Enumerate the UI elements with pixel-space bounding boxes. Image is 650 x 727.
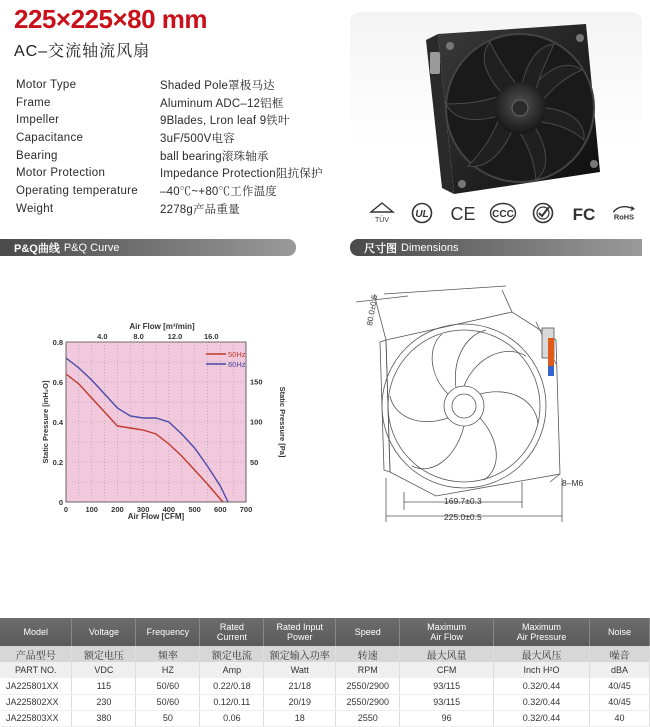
spec-label: Impeller [16, 114, 60, 127]
table-cell: 噪音 [590, 646, 650, 662]
table-header-cell: Rated Current [200, 618, 264, 646]
x-tick-label: 700 [239, 505, 253, 514]
right-axis-label: Static Pressure [Pa] [278, 386, 287, 458]
product-subtitle: AC–交流轴流风扇 [14, 43, 151, 60]
cert-text: RoHS [613, 212, 635, 222]
table-cell: 最大风量 [400, 646, 494, 662]
spec-value: –40℃~+80℃工作温度 [160, 185, 278, 198]
table-cell: RPM [336, 662, 400, 678]
x-tick-label: 0 [63, 505, 69, 514]
table-cell: 18 [264, 710, 336, 726]
table-cell: 转速 [336, 646, 400, 662]
cert-text: UL [415, 209, 429, 220]
table-cell: 96 [400, 710, 494, 726]
y-tick-label: 0.8 [52, 338, 63, 347]
section-title-cn: 尺寸图 [364, 242, 397, 255]
legend-label-50hz: 50Hz [228, 350, 246, 359]
table-cell: dBA [590, 662, 650, 678]
rohs-icon [610, 202, 638, 224]
y-tick-label: 0.6 [52, 378, 63, 387]
table-cell: Watt [264, 662, 336, 678]
top-tick-label: 16.0 [203, 332, 219, 341]
table-cell: 2550/2900 [336, 678, 400, 694]
table-cell: 40/45 [590, 678, 650, 694]
top-ticks [97, 332, 218, 341]
table-row [0, 678, 650, 694]
x-tick-label: 600 [214, 505, 227, 514]
product-title: 225×225×80 mm [14, 4, 208, 34]
table-cell: 2550/2900 [336, 694, 400, 710]
table-cell: 21/18 [264, 678, 336, 694]
spec-value: Impedance Protection阻抗保护 [160, 168, 323, 181]
x-tick-label: 300 [136, 505, 150, 514]
table-header-cell: Maximum Air Pressure [494, 618, 590, 646]
table-header-cell: Noise [590, 618, 650, 646]
table-cell: 40 [590, 710, 650, 726]
table-cell: Amp [200, 662, 264, 678]
table-header-cell: Rated Input Power [264, 618, 336, 646]
table-cell: 0.22/0.18 [200, 678, 264, 694]
table-cell: 50/60 [136, 694, 200, 710]
spec-value: 9Blades, Lron leaf 9铁叶 [160, 115, 290, 128]
y-ticks [53, 338, 64, 507]
table-row [0, 662, 650, 678]
table-cell: 230 [72, 694, 136, 710]
spec-row [16, 182, 346, 200]
table-header-cell: Voltage [72, 618, 136, 646]
right-tick-label: 100 [250, 417, 263, 427]
spec-row [16, 129, 346, 147]
table-cell: 0.32/0.44 [494, 710, 590, 726]
table-cell: 0.06 [200, 710, 264, 726]
spec-label: Weight [16, 202, 54, 215]
section-title-en: P&Q Curve [63, 241, 120, 254]
spec-label: Motor Protection [16, 167, 106, 180]
table-cell: 93/115 [400, 678, 494, 694]
table-cell: 50/60 [136, 678, 200, 694]
y-tick-label: 0.4 [52, 418, 63, 427]
spec-label: Frame [16, 96, 51, 109]
table-row [0, 710, 650, 726]
top-tick-label: 12.0 [167, 332, 183, 341]
table-cell: 0.12/0.11 [200, 694, 264, 710]
dim-mount-holes: 8–M6 [562, 478, 584, 488]
table-cell: PART NO. [0, 662, 72, 678]
product-photo [350, 12, 642, 202]
x-tick-label: 500 [188, 505, 201, 514]
spec-label: Motor Type [16, 78, 77, 91]
dim-hole-pitch: 169.7±0.3 [444, 496, 482, 506]
table-cell: 93/115 [400, 694, 494, 710]
x-tick-label: 100 [85, 505, 98, 514]
pq-chart-svg [40, 318, 292, 528]
table-cell: 额定电流 [200, 646, 264, 662]
pq-chart [40, 318, 292, 528]
table-header-cell: Maximum Air Flow [400, 618, 494, 646]
spec-value: ball bearing滚珠轴承 [160, 150, 269, 163]
ce-icon [449, 202, 477, 224]
table-cell: HZ [136, 662, 200, 678]
x-tick-label: 200 [111, 505, 124, 514]
right-tick-label: 50 [250, 457, 259, 467]
table-cell: 最大风压 [494, 646, 590, 662]
table-cell: CFM [400, 662, 494, 678]
y-axis-label: Static Pressure [inH₂O] [41, 380, 50, 464]
right-tick-label: 150 [250, 377, 263, 387]
spec-row [16, 94, 346, 112]
dimension-drawing [356, 282, 644, 528]
top-tick-label: 4.0 [97, 332, 108, 341]
table-cell: VDC [72, 662, 136, 678]
section-title-en: Dimensions [401, 241, 459, 254]
table-cell: 50 [136, 710, 200, 726]
table-row [0, 646, 650, 662]
spec-value: Shaded Pole罩极马达 [160, 79, 275, 92]
table-cell: 频率 [136, 646, 200, 662]
spec-value: 3uF/500V电容 [160, 132, 235, 145]
legend-label-60hz: 60Hz [228, 360, 246, 369]
table-cell: 115 [72, 678, 136, 694]
spec-label: Operating temperature [16, 184, 139, 197]
section-title-cn: P&Q曲线 [14, 242, 60, 255]
cert-text: CCC [492, 209, 514, 220]
spec-row [16, 200, 346, 218]
y-tick-label: 0 [58, 498, 63, 507]
table-cell: 0.32/0.44 [494, 678, 590, 694]
table-header-row [0, 618, 650, 646]
dim-depth: 80.0±0.5 [365, 294, 380, 327]
table-cell: JA225802XX [0, 694, 72, 710]
tuv-icon [368, 202, 396, 224]
y-tick-label: 0.2 [52, 458, 63, 467]
table-header-cell: Speed [336, 618, 400, 646]
table-header-cell: Model [0, 618, 72, 646]
ul-icon [408, 202, 436, 224]
spec-label: Bearing [16, 149, 58, 162]
x-tick-label: 400 [162, 505, 176, 514]
dim-overall: 225.0±0.5 [444, 512, 482, 522]
table-row [0, 694, 650, 710]
table-cell: Inch H²O [494, 662, 590, 678]
spec-row [16, 147, 346, 165]
cert-text: CE [450, 204, 476, 224]
section-header-pq [0, 239, 296, 256]
table-cell: JA225803XX [0, 710, 72, 726]
spec-list [16, 76, 346, 218]
fan-dimension-drawing [356, 282, 644, 528]
fan-photo-icon [350, 12, 642, 202]
cert-text: FC [572, 205, 595, 224]
spec-label: Capacitance [16, 131, 84, 144]
spec-row [16, 76, 346, 94]
table-cell: 20/19 [264, 694, 336, 710]
top-tick-label: 8.0 [133, 332, 144, 341]
spec-row [16, 111, 346, 129]
right-ticks [250, 378, 263, 467]
spec-value: Aluminum ADC–12铝框 [160, 97, 284, 110]
table-cell: 380 [72, 710, 136, 726]
table-cell: JA225801XX [0, 678, 72, 694]
table-header-cell: Frequency [136, 618, 200, 646]
table-cell: 2550 [336, 710, 400, 726]
spec-table [0, 618, 650, 727]
check-cert-icon [529, 202, 557, 224]
cert-text: TÜV [375, 217, 389, 224]
certification-row [368, 202, 638, 224]
section-header-dimensions [350, 239, 642, 256]
table-cell: 40/45 [590, 694, 650, 710]
spec-value: 2278g产品重量 [160, 203, 240, 216]
fc-icon [570, 202, 598, 224]
spec-row [16, 164, 346, 182]
top-axis-label: Air Flow [m³/min] [129, 322, 195, 331]
table-cell: 产品型号 [0, 646, 72, 662]
x-axis-label: Air Flow [CFM] [127, 512, 185, 521]
table-cell: 0.32/0.44 [494, 694, 590, 710]
table-cell: 额定输入功率 [264, 646, 336, 662]
ccc-icon [489, 202, 517, 224]
table-cell: 额定电压 [72, 646, 136, 662]
